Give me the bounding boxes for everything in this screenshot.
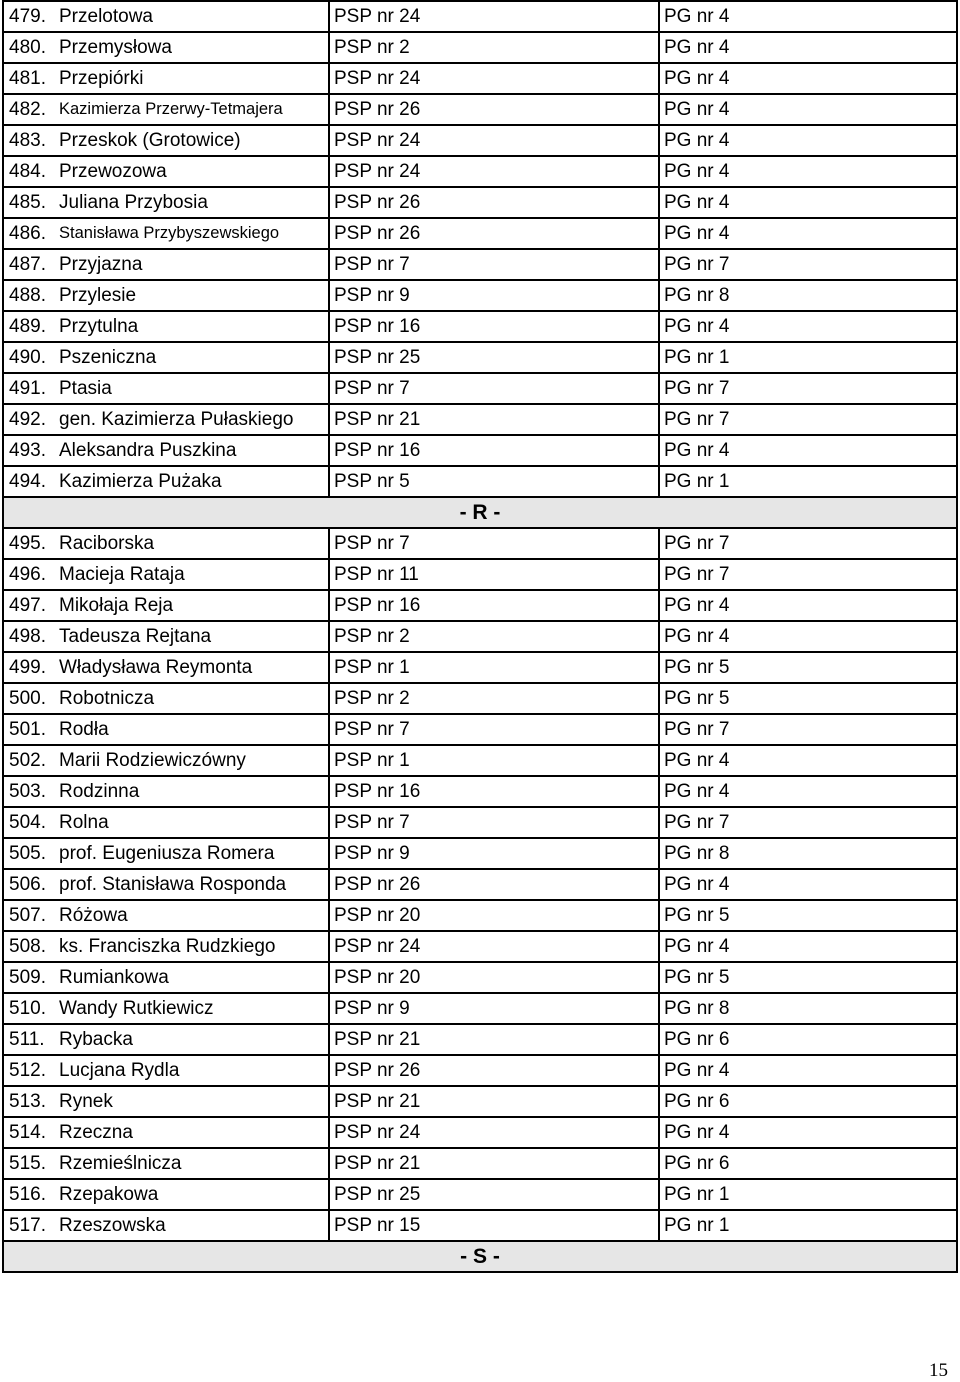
middle-school: PG nr 4	[659, 1055, 957, 1086]
row-number: 484.	[3, 156, 57, 187]
primary-school: PSP nr 24	[329, 1117, 659, 1148]
table-row	[3, 745, 957, 776]
table-row	[3, 156, 957, 187]
primary-school: PSP nr 1	[329, 652, 659, 683]
table-row	[3, 528, 957, 559]
table-row	[3, 931, 957, 962]
middle-school: PG nr 7	[659, 404, 957, 435]
middle-school: PG nr 4	[659, 218, 957, 249]
middle-school: PG nr 4	[659, 187, 957, 218]
table-row	[3, 404, 957, 435]
row-number: 491.	[3, 373, 57, 404]
street-name: Władysława Reymonta	[57, 652, 329, 683]
primary-school: PSP nr 25	[329, 1179, 659, 1210]
row-number: 517.	[3, 1210, 57, 1241]
row-number: 499.	[3, 652, 57, 683]
middle-school: PG nr 7	[659, 559, 957, 590]
row-number: 501.	[3, 714, 57, 745]
middle-school: PG nr 4	[659, 745, 957, 776]
primary-school: PSP nr 26	[329, 187, 659, 218]
primary-school: PSP nr 20	[329, 962, 659, 993]
middle-school: PG nr 1	[659, 342, 957, 373]
row-number: 512.	[3, 1055, 57, 1086]
table-row	[3, 621, 957, 652]
street-name: Różowa	[57, 900, 329, 931]
primary-school: PSP nr 16	[329, 776, 659, 807]
middle-school: PG nr 4	[659, 931, 957, 962]
row-number: 506.	[3, 869, 57, 900]
row-number: 497.	[3, 590, 57, 621]
row-number: 502.	[3, 745, 57, 776]
street-name: ks. Franciszka Rudzkiego	[57, 931, 329, 962]
table-row	[3, 559, 957, 590]
table-row	[3, 683, 957, 714]
primary-school: PSP nr 7	[329, 249, 659, 280]
primary-school: PSP nr 16	[329, 435, 659, 466]
street-name: Przewozowa	[57, 156, 329, 187]
middle-school: PG nr 4	[659, 311, 957, 342]
row-number: 483.	[3, 125, 57, 156]
table-row	[3, 1148, 957, 1179]
row-number: 495.	[3, 528, 57, 559]
table-row	[3, 125, 957, 156]
middle-school: PG nr 4	[659, 435, 957, 466]
row-number: 487.	[3, 249, 57, 280]
section-header-row	[3, 1241, 957, 1272]
street-name: Rzeszowska	[57, 1210, 329, 1241]
middle-school: PG nr 4	[659, 1117, 957, 1148]
middle-school: PG nr 5	[659, 683, 957, 714]
row-number: 503.	[3, 776, 57, 807]
table-row	[3, 1086, 957, 1117]
middle-school: PG nr 8	[659, 838, 957, 869]
primary-school: PSP nr 1	[329, 745, 659, 776]
table-row	[3, 1024, 957, 1055]
primary-school: PSP nr 24	[329, 63, 659, 94]
middle-school: PG nr 8	[659, 280, 957, 311]
table-row	[3, 466, 957, 497]
row-number: 485.	[3, 187, 57, 218]
primary-school: PSP nr 16	[329, 590, 659, 621]
table-row	[3, 900, 957, 931]
row-number: 480.	[3, 32, 57, 63]
row-number: 510.	[3, 993, 57, 1024]
street-name: Przyjazna	[57, 249, 329, 280]
primary-school: PSP nr 16	[329, 311, 659, 342]
street-name: Juliana Przybosia	[57, 187, 329, 218]
section-header-row	[3, 497, 957, 528]
street-name: Macieja Rataja	[57, 559, 329, 590]
primary-school: PSP nr 21	[329, 1086, 659, 1117]
table-row	[3, 311, 957, 342]
primary-school: PSP nr 21	[329, 1148, 659, 1179]
table-row	[3, 373, 957, 404]
middle-school: PG nr 4	[659, 621, 957, 652]
street-name: Stanisława Przybyszewskiego	[57, 218, 329, 249]
table-row	[3, 962, 957, 993]
table-row	[3, 249, 957, 280]
street-name: gen. Kazimierza Pułaskiego	[57, 404, 329, 435]
table-row	[3, 590, 957, 621]
primary-school: PSP nr 21	[329, 1024, 659, 1055]
street-name: Rodzinna	[57, 776, 329, 807]
table-row	[3, 807, 957, 838]
row-number: 479.	[3, 1, 57, 32]
row-number: 504.	[3, 807, 57, 838]
table-row	[3, 94, 957, 125]
primary-school: PSP nr 26	[329, 94, 659, 125]
street-name: Ptasia	[57, 373, 329, 404]
middle-school: PG nr 4	[659, 1, 957, 32]
row-number: 515.	[3, 1148, 57, 1179]
middle-school: PG nr 8	[659, 993, 957, 1024]
street-name: Przemysłowa	[57, 32, 329, 63]
row-number: 513.	[3, 1086, 57, 1117]
primary-school: PSP nr 26	[329, 218, 659, 249]
table-row	[3, 63, 957, 94]
row-number: 494.	[3, 466, 57, 497]
street-name: Tadeusza Rejtana	[57, 621, 329, 652]
primary-school: PSP nr 2	[329, 683, 659, 714]
street-name: Kazimierza Przerwy-Tetmajera	[57, 94, 329, 125]
row-number: 486.	[3, 218, 57, 249]
middle-school: PG nr 4	[659, 125, 957, 156]
table-row	[3, 1179, 957, 1210]
middle-school: PG nr 7	[659, 807, 957, 838]
street-school-table	[2, 0, 958, 1273]
street-name: Przelotowa	[57, 1, 329, 32]
street-name: Pszeniczna	[57, 342, 329, 373]
street-name: Rynek	[57, 1086, 329, 1117]
street-name: Aleksandra Puszkina	[57, 435, 329, 466]
middle-school: PG nr 4	[659, 869, 957, 900]
table-row	[3, 32, 957, 63]
middle-school: PG nr 5	[659, 900, 957, 931]
row-number: 496.	[3, 559, 57, 590]
primary-school: PSP nr 9	[329, 280, 659, 311]
table-row	[3, 1117, 957, 1148]
row-number: 505.	[3, 838, 57, 869]
row-number: 492.	[3, 404, 57, 435]
table-row	[3, 342, 957, 373]
table-row	[3, 435, 957, 466]
primary-school: PSP nr 26	[329, 869, 659, 900]
row-number: 508.	[3, 931, 57, 962]
primary-school: PSP nr 26	[329, 1055, 659, 1086]
table-row	[3, 218, 957, 249]
middle-school: PG nr 4	[659, 32, 957, 63]
middle-school: PG nr 1	[659, 466, 957, 497]
section-letter: - R -	[3, 497, 957, 528]
middle-school: PG nr 6	[659, 1024, 957, 1055]
primary-school: PSP nr 25	[329, 342, 659, 373]
table-body	[3, 1, 957, 1272]
primary-school: PSP nr 9	[329, 838, 659, 869]
middle-school: PG nr 4	[659, 94, 957, 125]
primary-school: PSP nr 9	[329, 993, 659, 1024]
row-number: 514.	[3, 1117, 57, 1148]
street-name: Rodła	[57, 714, 329, 745]
street-name: prof. Stanisława Rosponda	[57, 869, 329, 900]
row-number: 481.	[3, 63, 57, 94]
table-row	[3, 776, 957, 807]
primary-school: PSP nr 24	[329, 125, 659, 156]
street-name: Rzepakowa	[57, 1179, 329, 1210]
row-number: 489.	[3, 311, 57, 342]
middle-school: PG nr 5	[659, 962, 957, 993]
street-name: Lucjana Rydla	[57, 1055, 329, 1086]
primary-school: PSP nr 7	[329, 807, 659, 838]
middle-school: PG nr 6	[659, 1086, 957, 1117]
middle-school: PG nr 4	[659, 63, 957, 94]
middle-school: PG nr 1	[659, 1210, 957, 1241]
primary-school: PSP nr 11	[329, 559, 659, 590]
middle-school: PG nr 4	[659, 776, 957, 807]
table-row	[3, 869, 957, 900]
middle-school: PG nr 4	[659, 156, 957, 187]
row-number: 507.	[3, 900, 57, 931]
row-number: 493.	[3, 435, 57, 466]
primary-school: PSP nr 2	[329, 32, 659, 63]
middle-school: PG nr 6	[659, 1148, 957, 1179]
street-name: Przytulna	[57, 311, 329, 342]
row-number: 490.	[3, 342, 57, 373]
section-letter: - S -	[3, 1241, 957, 1272]
table-row	[3, 714, 957, 745]
table-row	[3, 187, 957, 218]
middle-school: PG nr 7	[659, 373, 957, 404]
table-row	[3, 1055, 957, 1086]
street-name: Rzemieślnicza	[57, 1148, 329, 1179]
table-row	[3, 838, 957, 869]
street-name: Przylesie	[57, 280, 329, 311]
primary-school: PSP nr 24	[329, 1, 659, 32]
primary-school: PSP nr 21	[329, 404, 659, 435]
street-name: Robotnicza	[57, 683, 329, 714]
street-name: Marii Rodziewiczówny	[57, 745, 329, 776]
street-name: Rybacka	[57, 1024, 329, 1055]
middle-school: PG nr 4	[659, 590, 957, 621]
table-row	[3, 280, 957, 311]
primary-school: PSP nr 15	[329, 1210, 659, 1241]
table-row	[3, 993, 957, 1024]
row-number: 488.	[3, 280, 57, 311]
street-name: Rolna	[57, 807, 329, 838]
row-number: 500.	[3, 683, 57, 714]
row-number: 516.	[3, 1179, 57, 1210]
middle-school: PG nr 1	[659, 1179, 957, 1210]
street-name: prof. Eugeniusza Romera	[57, 838, 329, 869]
street-name: Mikołaja Reja	[57, 590, 329, 621]
table-row	[3, 1, 957, 32]
middle-school: PG nr 7	[659, 714, 957, 745]
street-name: Przepiórki	[57, 63, 329, 94]
primary-school: PSP nr 7	[329, 373, 659, 404]
page-number: 15	[929, 1360, 948, 1381]
primary-school: PSP nr 20	[329, 900, 659, 931]
primary-school: PSP nr 24	[329, 931, 659, 962]
primary-school: PSP nr 24	[329, 156, 659, 187]
street-name: Wandy Rutkiewicz	[57, 993, 329, 1024]
street-name: Rumiankowa	[57, 962, 329, 993]
row-number: 509.	[3, 962, 57, 993]
row-number: 498.	[3, 621, 57, 652]
street-name: Kazimierza Pużaka	[57, 466, 329, 497]
middle-school: PG nr 5	[659, 652, 957, 683]
table-row	[3, 652, 957, 683]
row-number: 482.	[3, 94, 57, 125]
primary-school: PSP nr 5	[329, 466, 659, 497]
primary-school: PSP nr 7	[329, 528, 659, 559]
row-number: 511.	[3, 1024, 57, 1055]
primary-school: PSP nr 7	[329, 714, 659, 745]
street-name: Rzeczna	[57, 1117, 329, 1148]
table-row	[3, 1210, 957, 1241]
street-name: Przeskok (Grotowice)	[57, 125, 329, 156]
middle-school: PG nr 7	[659, 528, 957, 559]
primary-school: PSP nr 2	[329, 621, 659, 652]
middle-school: PG nr 7	[659, 249, 957, 280]
street-name: Raciborska	[57, 528, 329, 559]
